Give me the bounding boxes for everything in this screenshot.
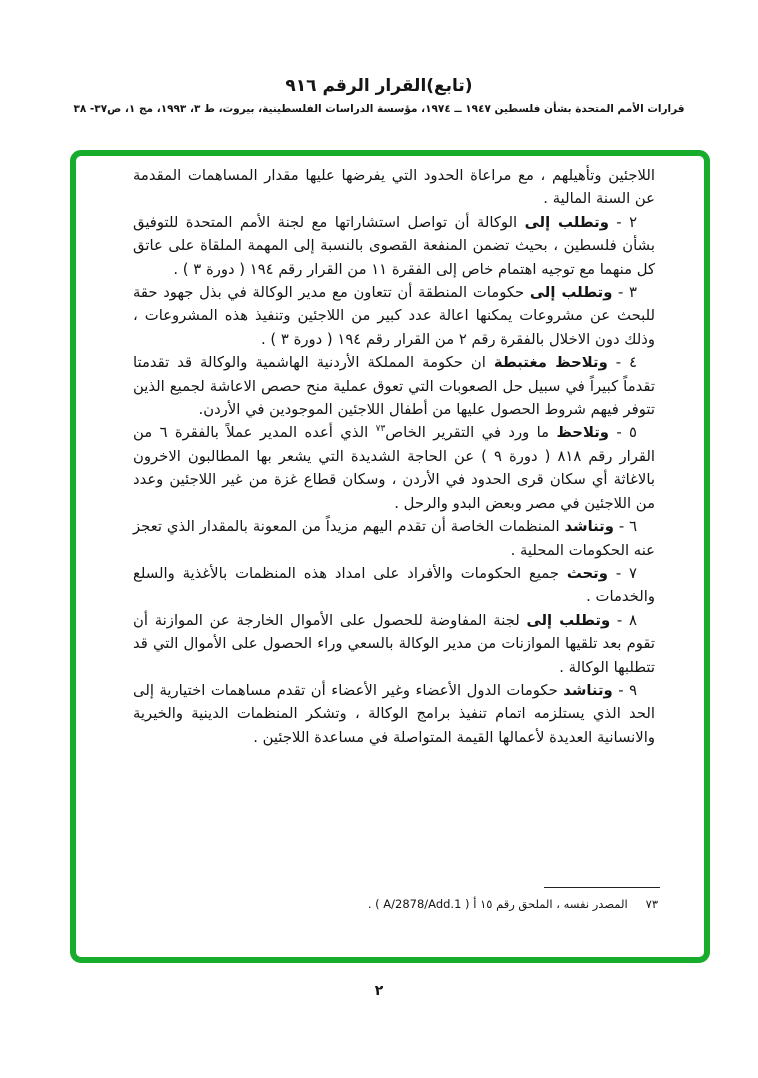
paragraph-text: ان حكومة المملكة الأردنية الهاشمية والوكالة قد تقدمتا تقدماً كبيراً في سبيل حل الصعوبات التي تعوق عملية منح حصص الاعاشة لجميع الذين تتوفر فيهم شروط الحصول عليها من أطفال اللاجئين الموجودين في الأردن. [133, 354, 655, 419]
paragraph-number: ٣ - [612, 284, 637, 302]
content-frame [70, 150, 710, 963]
paragraph-text: الوكالة أن تواصل استشاراتها مع لجنة الأمم المتحدة للتوفيق بشأن فلسطين ، بحيث تضمن المنفعة القصوى بالنسبة إلى المهمة الملقاة على عاتق كل منهما مع توجيه اهتمام خاص إلى الفقرة ١١ من القرار رقم ١٩٤ ( دورة ٣ ) . [133, 213, 655, 278]
resolution-body [133, 164, 655, 749]
paragraph-text: المنظمات الخاصة أن تقدم اليهم مزيداً من المعونة بالمقدار الذي تعجز عنه الحكومات المحلية . [133, 518, 655, 559]
paragraph-text: ما ورد في التقرير الخاص [385, 424, 557, 442]
footnote [133, 895, 658, 913]
paragraph-8 [133, 609, 655, 679]
paragraph-number: ٩ - [612, 681, 638, 699]
paragraph-6 [133, 515, 655, 562]
paragraph-lead: وتناشد [563, 681, 613, 699]
paragraph-lead: وتلاحظ مغتبطة [493, 354, 608, 372]
paragraph-lead: وتناشد [564, 518, 614, 536]
paragraph-number: ٧ - [607, 564, 637, 582]
page-number: ٢ [374, 983, 384, 999]
paragraph-lead: وتطلب إلى [529, 284, 613, 302]
document-header [0, 76, 758, 115]
paragraph-number: ٦ - [613, 518, 638, 536]
paragraph-7 [133, 562, 655, 609]
paragraph-lead: وتحث [566, 564, 608, 582]
paragraph-9 [133, 679, 655, 749]
paragraph-number: ٢ - [608, 213, 638, 231]
footnote-number: ٧٣ [645, 897, 658, 911]
footnote-text: المصدر نفسه ، الملحق رقم ١٥ أ ( A/2878/Add.1 ) . [367, 897, 628, 911]
paragraph-number: ٥ - [608, 424, 637, 442]
page-title: (تابع)القرار الرقم ٩١٦ [285, 76, 473, 96]
paragraph-text: اللاجئين وتأهيلهم ، مع مراعاة الحدود التي يفرضها عليها مقدار المساهمات المقدمة عن السنة المالية . [133, 167, 655, 208]
paragraph-number: ٨ - [610, 611, 637, 629]
paragraph-text: حكومات الدول الأعضاء وغير الأعضاء أن تقدم مساهمات اختيارية إلى الحد الذي يستلزمه اتمام تنفيذ برامج الوكالة ، وتشكر المنظمات الدينية والخيرية والانسانية العديدة لأعمالها القيمة المتواصلة في مساعدة اللاجئين . [133, 681, 655, 746]
paragraph-2 [133, 211, 655, 281]
paragraph-text: جميع الحكومات والأفراد على امداد هذه المنظمات بالأغذية والسلع والخدمات . [133, 564, 655, 606]
paragraph-text: حكومات المنطقة أن تتعاون مع مدير الوكالة في بذل جهود حقة للبحث عن مشروعات يمكنها اعالة عدد كبير من اللاجئين وتنفيذ هذه المشروعات ، وذلك دون الاخلال بالفقرة رقم ٢ من القرار رقم ١٩٤ ( دورة ٣ ) . [133, 284, 655, 348]
paragraph-lead: وتطلب إلى [526, 611, 611, 629]
footnote-separator [544, 887, 660, 888]
paragraph-4 [133, 351, 655, 421]
footnote-reference: ٧٣ [375, 424, 386, 435]
paragraph-lead: وتطلب إلى [524, 213, 609, 231]
paragraph-3 [133, 281, 655, 351]
page-subtitle: قرارات الأمم المتحدة بشأن فلسطين ١٩٤٧ ــ ١٩٧٤، مؤسسة الدراسات الفلسطينية، بيروت، ط ٣، ١٩٩٣، مج ١، ص٣٧- ٣٨ [73, 103, 685, 115]
paragraph-text: لجنة المفاوضة للحصول على الأموال الخارجة عن الموازنة أن تقوم بعد تلقيها الموازنات من مدير الوكالة بالسعي وراء الحصول على الأموال التي قد تتطلبها الوكالة . [133, 611, 655, 676]
paragraph-number: ٤ - [607, 354, 638, 372]
paragraph-5 [133, 421, 655, 515]
paragraph-continuation [133, 164, 655, 211]
paragraph-lead: وتلاحظ [556, 424, 609, 442]
paragraph-text: الذي أعده المدير عملاً بالفقرة ٦ من القرار رقم ٨١٨ ( دورة ٩ ) عن الحاجة الشديدة التي يشعر بها المطالبون الاخرون بالاغاثة أي سكان قرى الحدود في الأردن ، وسكان قطاع غزة من غير اللاجئين وعدد من اللاجئين في مصر وبعض البدو والرحل . [133, 424, 655, 512]
